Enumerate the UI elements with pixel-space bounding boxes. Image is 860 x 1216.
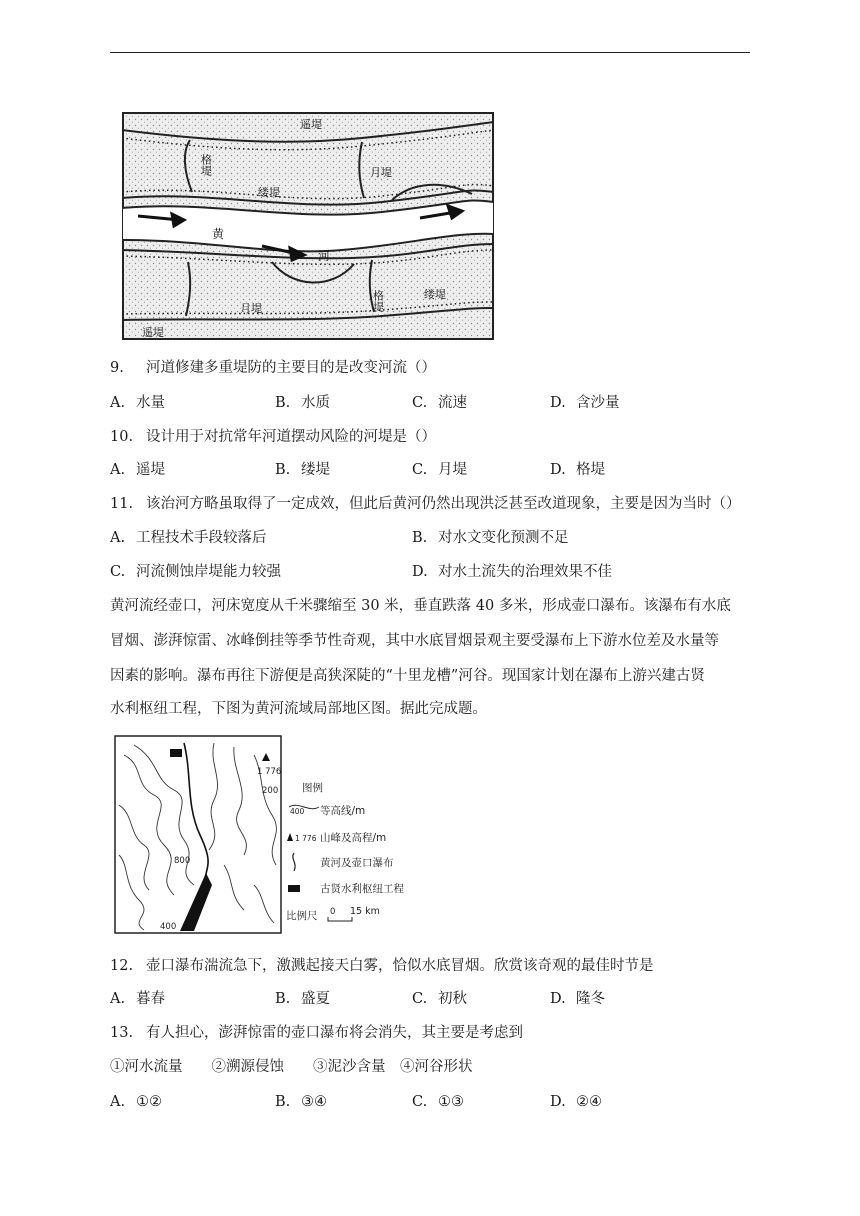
option-11a[interactable]: A. 工程技术手段较落后 [110,530,267,546]
map-contour-200: 200 [262,786,279,796]
legend-contour-sample: 400 [290,807,305,816]
legend-title: 图例 [302,782,323,794]
map-peak-elev: 1 776 [257,767,282,777]
question-9: 9. 河道修建多重堤防的主要目的是改变河流（） [110,360,436,376]
question-11: 11. 该治河方略虽取得了一定成效，但此后黄河仍然出现洪泛甚至改道现象，主要是因为当时（） [110,496,741,512]
legend-river: 黄河及壶口瀑布 [320,857,394,869]
option-10d[interactable]: D. 格堤 [550,462,605,478]
dam-icon [288,885,300,892]
map-contour-400: 400 [160,922,177,932]
option-13d[interactable]: D. ②④ [550,1094,602,1110]
passage-line-3: 因素的影响。瀑布再往下游便是高狭深陡的“十里龙槽”河谷。现国家计划在瀑布上游兴建古贤 [110,668,705,684]
option-11b[interactable]: B. 对水文变化预测不足 [412,530,569,546]
hukou-region-map [114,735,430,935]
passage-line-1: 黄河流经壶口，河床宽度从千米骤缩至 30 米，垂直跌落 40 多米，形成壶口瀑布。该瀑布有水底 [110,598,731,614]
legend-project: 古贤水利枢纽工程 [320,883,404,895]
question-10: 10. 设计用于对抗常年河道摆动风险的河堤是（） [110,429,436,445]
option-9c[interactable]: C. 流速 [412,395,467,411]
label-yaoti-top: 遥堤 [300,118,322,131]
label-yueti-top: 月堤 [370,166,392,179]
option-10b[interactable]: B. 缕堤 [275,462,330,478]
question-12: 12. 壶口瀑布湍流急下，激溅起接天白雾，恰似水底冒烟。欣赏该奇观的最佳时节是 [110,958,654,974]
legend-scale: 比例尺 [286,910,318,922]
option-9d[interactable]: D. 含沙量 [550,395,620,411]
scale-bar [328,917,352,921]
option-13b[interactable]: B. ③④ [275,1094,327,1110]
passage-line-4: 水利枢纽工程，下图为黄河流域局部地区图。据此完成题。 [110,701,487,717]
label-huang: 黄 [212,227,225,241]
label-louti-bottom: 缕堤 [424,288,446,301]
map-contour-800: 800 [174,856,191,866]
peak-triangle-icon [287,833,293,841]
option-12d[interactable]: D. 隆冬 [550,991,605,1007]
legend-peak-sample: 1 776 [295,834,317,843]
label-geti-bottom: 格堤 [371,290,385,312]
option-9a[interactable]: A. 水量 [110,395,165,411]
legend-contour: 等高线/m [320,805,366,817]
dike-diagram [122,112,494,340]
legend-scale-zero: 0 [330,907,336,917]
option-13c[interactable]: C. ①③ [412,1094,464,1110]
option-9b[interactable]: B. 水质 [275,395,330,411]
label-yaoti-bottom: 遥堤 [142,326,164,339]
label-yueti-bottom: 月堤 [240,302,262,315]
option-10c[interactable]: C. 月堤 [412,462,467,478]
option-11d[interactable]: D. 对水土流失的治理效果不佳 [412,564,612,580]
option-12c[interactable]: C. 初秋 [412,991,467,1007]
passage-line-2: 冒烟、澎湃惊雷、冰峰倒挂等季节性奇观，其中水底冒烟景观主要受瀑布上下游水位差及水量等 [110,633,719,649]
river-icon [293,853,295,871]
option-10a[interactable]: A. 遥堤 [110,462,165,478]
option-11c[interactable]: C. 河流侧蚀岸堤能力较强 [110,564,281,580]
option-12b[interactable]: B. 盛夏 [275,991,330,1007]
header-rule [110,52,750,53]
label-he: 河 [318,249,331,263]
label-geti-top: 格堤 [199,154,213,176]
question-13: 13. 有人担心，澎湃惊雷的壶口瀑布将会消失，其主要是考虑到 [110,1025,523,1041]
option-12a[interactable]: A. 暮春 [110,991,165,1007]
label-louti-top: 缕堤 [258,186,280,199]
question-13-factors: ①河水流量 ②溯源侵蚀 ③泥沙含量 ④河谷形状 [110,1059,473,1075]
option-13a[interactable]: A. ①② [110,1094,162,1110]
legend-peak: 山峰及高程/m [320,832,387,844]
legend-scale-value: 15 km [350,906,380,917]
